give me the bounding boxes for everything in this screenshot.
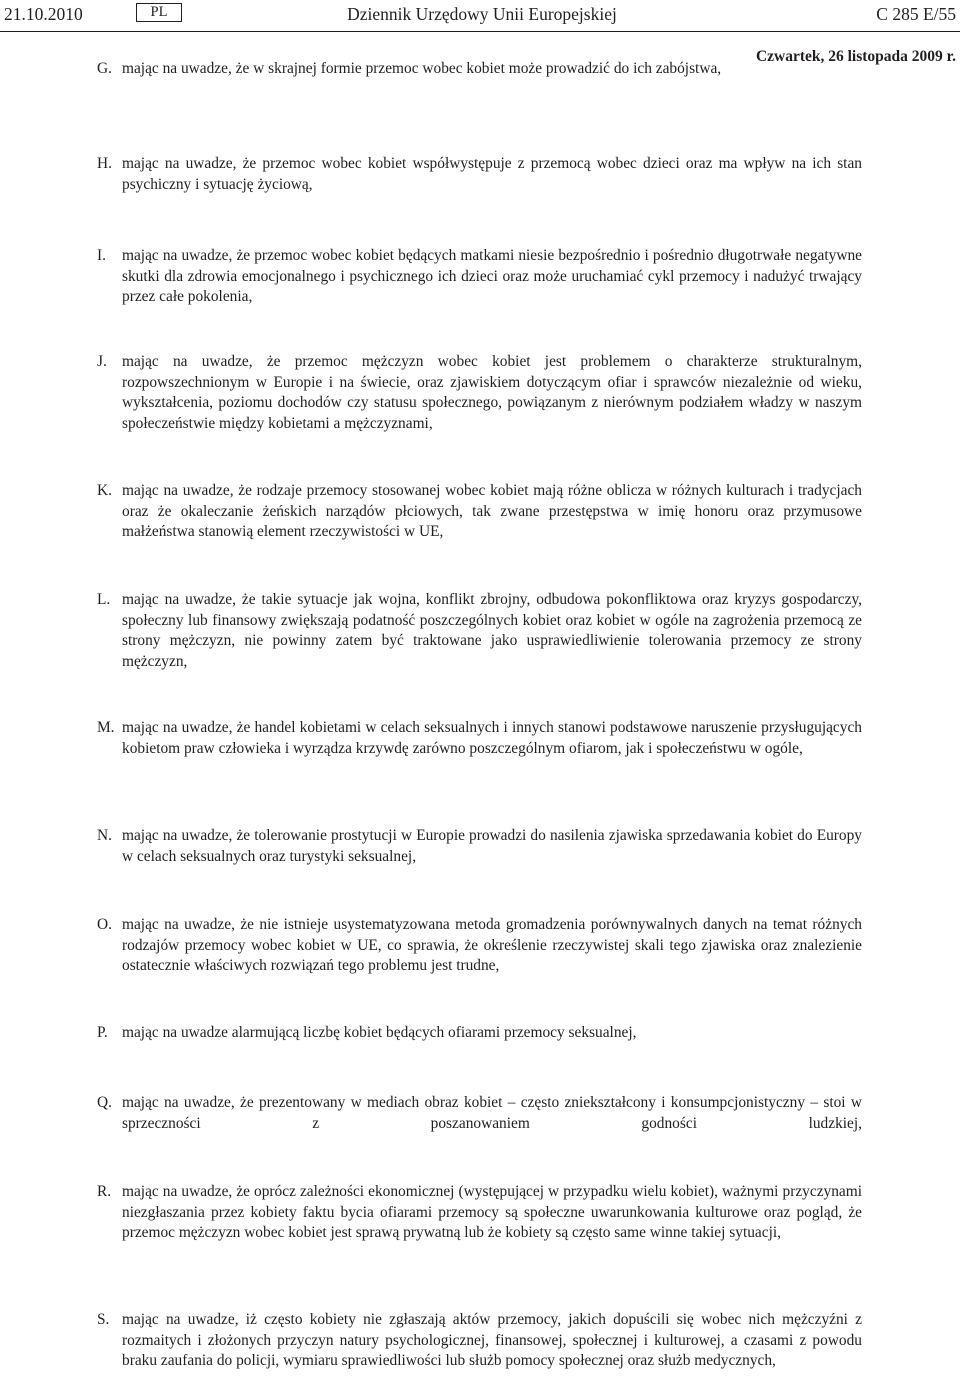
recital-letter: L.	[97, 591, 111, 608]
recital-text: mając na uwadze, że przemoc wobec kobiet będących matkami niesie bezpośrednio i pośrednio długotrwałe negatywne skutki dla zdrowia emocjonalnego i psychicznego ich dzieci oraz może uruchamiać cykl przemocy i nadużyć trwający przez całe pokolenia,	[122, 247, 862, 305]
recital-n	[97, 826, 862, 867]
header-rule	[0, 31, 960, 32]
recital-letter: J.	[97, 353, 107, 370]
recital-letter: I.	[97, 247, 106, 264]
recital-text: mając na uwadze, iż często kobiety nie zgłaszają aktów przemocy, jakich dopuścili się wobec nich mężczyźni z rozmaitych i złożonych przyczyn natury psychologicznej, finansowej, społecznej i kulturowej, a czasami z powodu braku zaufania do policji, wymiaru sprawiedliwości lub służb pomocy społecznej oraz służb medycznych,	[122, 1311, 862, 1369]
recital-letter: G.	[97, 60, 112, 77]
recital-i	[97, 246, 862, 308]
recital-l	[97, 590, 862, 672]
recital-text: mając na uwadze, że takie sytuacje jak wojna, konflikt zbrojny, odbudowa pokonfliktowa oraz kryzys gospodarczy, społeczny lub finansowy zwiększają podatność poszczególnych kobiet oraz kobiet w ogóle na zagrożenia przemocą ze strony mężczyzn, nie powinny zatem być traktowane jako usprawiedliwienie tolerowania przemocy ze strony mężczyzn,	[122, 591, 862, 670]
recital-letter: N.	[97, 827, 112, 844]
recital-text: mając na uwadze, że prezentowany w mediach obraz kobiet – często zniekształcony i konsumpcjonistyczny – stoi w sprzeczności z poszanowaniem godności ludzkiej,	[122, 1094, 862, 1132]
recital-text: mając na uwadze alarmującą liczbę kobiet będących ofiarami przemocy seksualnej,	[122, 1024, 637, 1041]
sitting-date: Czwartek, 26 listopada 2009 r.	[755, 48, 956, 65]
journal-title: Dziennik Urzędowy Unii Europejskiej	[347, 4, 617, 24]
recital-o	[97, 915, 862, 977]
recital-letter: P.	[97, 1024, 108, 1041]
recital-m	[97, 718, 862, 759]
page-header	[0, 0, 960, 30]
recital-j	[97, 352, 862, 434]
recital-s	[97, 1310, 862, 1372]
recital-text: mając na uwadze, że przemoc wobec kobiet współwystępuje z przemocą wobec dzieci oraz ma wpływ na ich stan psychiczny i sytuację życiową,	[122, 155, 862, 193]
recital-text: mając na uwadze, że rodzaje przemocy stosowanej wobec kobiet mają różne oblicza w różnych kulturach i tradycjach oraz że okaleczanie żeńskich narządów płciowych, tak zwane przestępstwa w imię honoru oraz przymusowe małżeństwa stanowią element rzeczywistości w UE,	[122, 482, 862, 540]
recital-letter: O.	[97, 916, 112, 933]
publication-date: 21.10.2010	[4, 4, 83, 24]
recital-text: mając na uwadze, że nie istnieje usystematyzowana metoda gromadzenia porównywalnych danych na temat różnych rodzajów przemocy wobec kobiet w UE, co sprawia, że określenie rzeczywistej skali tego zjawiska oraz znalezienie ostatecznie właściwych rozwiązań tego problemu jest trudne,	[122, 916, 862, 974]
recital-k	[97, 481, 862, 543]
recital-letter: H.	[97, 155, 112, 172]
recital-p	[97, 1023, 862, 1044]
recital-letter: K.	[97, 482, 112, 499]
recital-h	[97, 154, 862, 195]
recital-letter: M.	[97, 719, 115, 736]
recital-text: mając na uwadze, że handel kobietami w celach seksualnych i innych stanowi podstawowe naruszenie przysługujących kobietom praw człowieka i wyrządza krzywdę zarówno poszczególnym ofiarom, jak i społeczeństwu w ogóle,	[122, 719, 862, 757]
recital-text: mając na uwadze, że przemoc mężczyzn wobec kobiet jest problemem o charakterze strukturalnym, rozpowszechnionym w Europie i na świecie, oraz zjawiskiem dotyczącym ofiar i sprawców niezależnie od wieku, wykształcenia, poziomu dochodów czy statusu społecznego, powiązanym z nierównym podziałem władzy w naszym społeczeństwie między kobietami a mężczyznami,	[122, 353, 862, 432]
recital-letter: S.	[97, 1311, 110, 1328]
recital-text: mając na uwadze, że w skrajnej formie przemoc wobec kobiet może prowadzić do ich zabójstwa,	[122, 60, 722, 77]
recital-letter: R.	[97, 1183, 112, 1200]
recital-text: mając na uwadze, że tolerowanie prostytucji w Europie prowadzi do nasilenia zjawiska sprzedawania kobiet do Europy w celach seksualnych oraz turystyki seksualnej,	[122, 827, 862, 865]
recital-q	[97, 1093, 862, 1134]
journal-reference: C 285 E/55	[876, 4, 956, 24]
language-badge: PL	[136, 3, 182, 22]
recital-r	[97, 1182, 862, 1244]
recital-text: mając na uwadze, że oprócz zależności ekonomicznej (występującej w przypadku wielu kobiet), ważnymi przyczynami niezgłaszania przez kobiety faktu bycia ofiarami przemocy są społeczne uwarunkowania kulturowe oraz pogląd, że przemoc mężczyzn wobec kobiet jest sprawą prywatną lub że kobiety są często same winne takiej sytuacji,	[122, 1183, 862, 1241]
recital-letter: Q.	[97, 1094, 112, 1111]
recital-g	[97, 59, 862, 80]
